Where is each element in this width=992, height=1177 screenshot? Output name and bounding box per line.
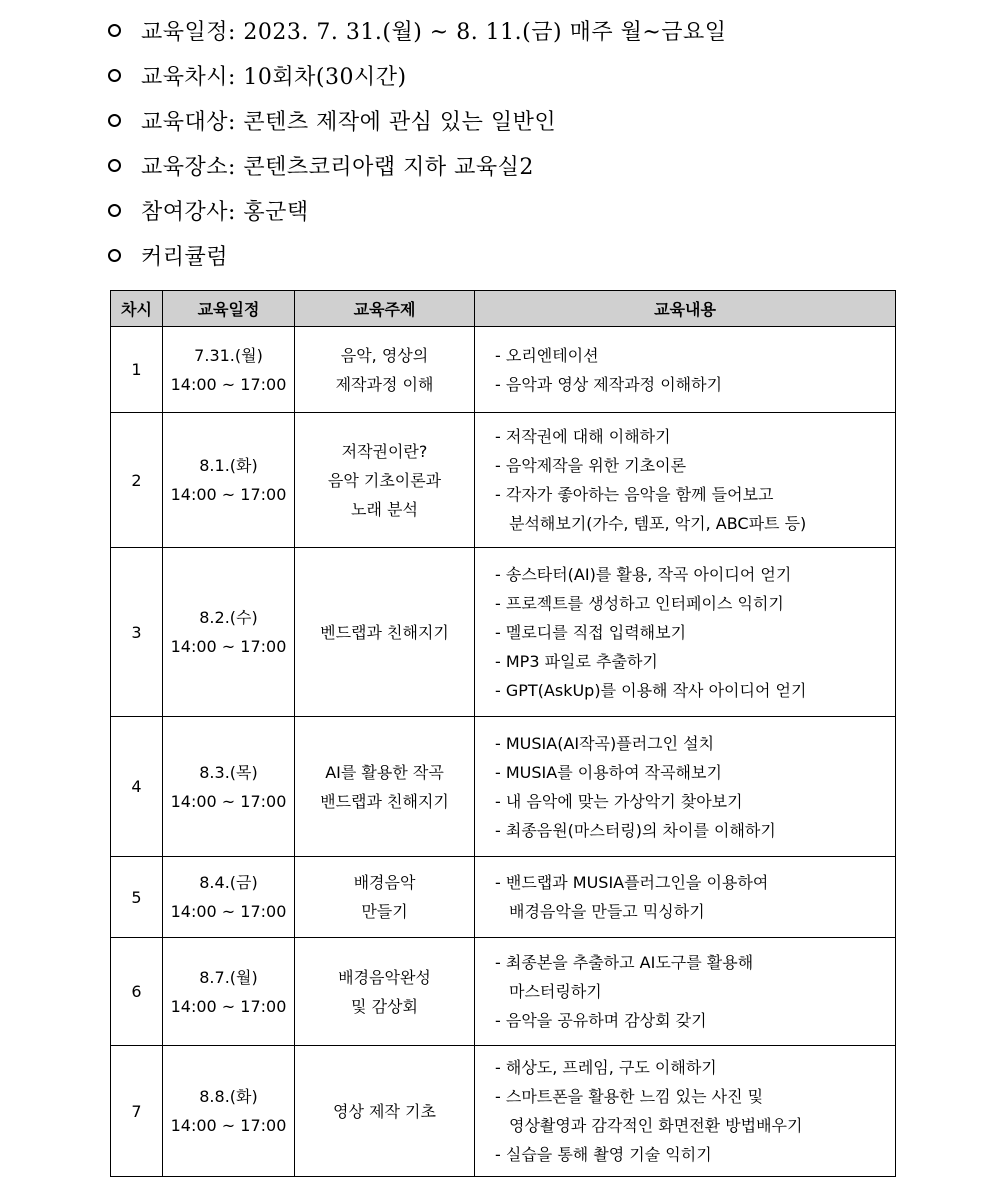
info-item-instructor [108, 188, 727, 233]
content-line: - 최종본을 추출하고 AI도구를 활용해 [495, 953, 754, 972]
content-line: - MUSIA(AI작곡)플러그인 설치 [495, 733, 715, 753]
content-line: - 음악제작을 위한 기초이론 [495, 456, 687, 475]
session-topic [295, 327, 475, 413]
session-time: 14:00 ~ 17:00 [170, 637, 287, 656]
session-topic [295, 548, 475, 717]
session-date: 8.3.(목) [199, 762, 258, 782]
topic-line: 저작권이란? [341, 441, 428, 461]
session-schedule [163, 938, 295, 1046]
info-item-schedule [108, 8, 727, 53]
info-item-location [108, 143, 727, 188]
content-line: 분석해보기(가수, 템포, 악기, ABC파트 등) [509, 514, 807, 533]
session-content [475, 857, 896, 938]
session-time: 14:00 ~ 17:00 [170, 791, 287, 811]
session-content [475, 717, 896, 857]
session-topic [295, 857, 475, 938]
topic-line: 및 감상회 [351, 996, 418, 1016]
topic-line: 만들기 [361, 902, 408, 921]
content-line: - 송스타터(AI)를 활용, 작곡 아이디어 얻기 [495, 564, 792, 584]
session-number: 2 [111, 413, 163, 548]
info-text: 참여강사: 홍군택 [141, 200, 309, 225]
session-date: 8.7.(월) [199, 967, 258, 987]
session-content [475, 327, 896, 413]
content-line: - MP3 파일로 추출하기 [495, 651, 658, 671]
header-session: 차시 [111, 291, 163, 327]
content-line: - 오리엔테이션 [495, 345, 599, 365]
header-content: 교육내용 [475, 291, 896, 327]
info-text: 교육일정: 2023. 7. 31.(월) ~ 8. 11.(금) 매주 월~금요일 [141, 20, 727, 45]
content-line: - 프로젝트를 생성하고 인터페이스 익히기 [495, 593, 784, 613]
session-topic [295, 1046, 475, 1177]
circle-bullet-icon [108, 114, 121, 127]
session-date: 8.1.(화) [199, 456, 258, 475]
session-number: 1 [111, 327, 163, 413]
info-item-target [108, 98, 727, 143]
table-row [111, 413, 896, 548]
header-topic: 교육주제 [295, 291, 475, 327]
circle-bullet-icon [108, 69, 121, 82]
session-number: 3 [111, 548, 163, 717]
content-line: - 내 음악에 맞는 가상악기 찾아보기 [495, 791, 743, 811]
table-row [111, 857, 896, 938]
session-schedule [163, 717, 295, 857]
content-line: 마스터링하기 [509, 982, 602, 1001]
info-text: 커리큘럼 [141, 245, 229, 270]
content-line: - 밴드랩과 MUSIA플러그인을 이용하여 [495, 873, 769, 892]
content-line: - 최종음원(마스터링)의 차이를 이해하기 [495, 820, 776, 840]
session-time: 14:00 ~ 17:00 [170, 374, 287, 394]
table-header-row [111, 291, 896, 327]
session-schedule [163, 1046, 295, 1177]
session-schedule [163, 857, 295, 938]
content-line: - 멜로디를 직접 입력해보기 [495, 622, 687, 642]
curriculum-table [110, 290, 896, 1177]
session-schedule [163, 413, 295, 548]
table-row [111, 717, 896, 857]
info-item-curriculum [108, 233, 727, 278]
session-schedule [163, 327, 295, 413]
topic-line: 밴드랩과 친해지기 [320, 791, 449, 811]
table-row [111, 938, 896, 1046]
session-time: 14:00 ~ 17:00 [170, 902, 287, 921]
table-row [111, 548, 896, 717]
content-line: - MUSIA를 이용하여 작곡해보기 [495, 762, 722, 782]
session-topic [295, 717, 475, 857]
info-item-sessions [108, 53, 727, 98]
session-time: 14:00 ~ 17:00 [170, 1116, 287, 1135]
content-line: - 저작권에 대해 이해하기 [495, 427, 671, 446]
session-date: 7.31.(월) [194, 345, 263, 365]
session-schedule [163, 548, 295, 717]
topic-line: 배경음악 [353, 873, 416, 892]
session-content [475, 413, 896, 548]
topic-line: 벤드랩과 친해지기 [320, 622, 449, 642]
session-number: 6 [111, 938, 163, 1046]
circle-bullet-icon [108, 159, 121, 172]
session-number: 7 [111, 1046, 163, 1177]
session-date: 8.2.(수) [199, 608, 258, 627]
topic-line: 영상 제작 기초 [333, 1101, 436, 1121]
content-line: - 음악을 공유하며 감상회 갖기 [495, 1011, 707, 1030]
info-list [108, 8, 727, 278]
topic-line: 음악, 영상의 [340, 345, 429, 365]
content-line: 배경음악을 만들고 믹싱하기 [509, 902, 705, 921]
info-text: 교육장소: 콘텐츠코리아랩 지하 교육실2 [141, 155, 534, 180]
session-content [475, 938, 896, 1046]
topic-line: 노래 분석 [351, 499, 418, 519]
circle-bullet-icon [108, 24, 121, 37]
content-line: 영상촬영과 감각적인 화면전환 방법배우기 [509, 1116, 803, 1135]
session-time: 14:00 ~ 17:00 [170, 485, 287, 504]
session-topic [295, 938, 475, 1046]
topic-line: 제작과정 이해 [335, 374, 434, 394]
session-content [475, 1046, 896, 1177]
info-text: 교육차시: 10회차(30시간) [141, 65, 407, 90]
session-topic [295, 413, 475, 548]
topic-line: 음악 기초이론과 [327, 470, 442, 490]
session-date: 8.8.(화) [199, 1087, 258, 1106]
content-line: - 음악과 영상 제작과정 이해하기 [495, 374, 723, 394]
table-row [111, 327, 896, 413]
content-line: - 스마트폰을 활용한 느낌 있는 사진 및 [495, 1087, 764, 1106]
content-line: - 실습을 통해 촬영 기술 익히기 [495, 1145, 712, 1164]
table-row [111, 1046, 896, 1177]
content-line: - 해상도, 프레임, 구도 이해하기 [495, 1058, 717, 1077]
content-line: - GPT(AskUp)를 이용해 작사 아이디어 얻기 [495, 680, 807, 700]
session-time: 14:00 ~ 17:00 [170, 996, 287, 1016]
session-number: 4 [111, 717, 163, 857]
circle-bullet-icon [108, 204, 121, 217]
topic-line: 배경음악완성 [338, 967, 431, 987]
circle-bullet-icon [108, 249, 121, 262]
content-line: - 각자가 좋아하는 음악을 함께 들어보고 [495, 485, 774, 504]
session-number: 5 [111, 857, 163, 938]
session-date: 8.4.(금) [199, 873, 258, 892]
header-schedule: 교육일정 [163, 291, 295, 327]
info-text: 교육대상: 콘텐츠 제작에 관심 있는 일반인 [141, 110, 557, 135]
session-content [475, 548, 896, 717]
topic-line: AI를 활용한 작곡 [325, 762, 444, 782]
